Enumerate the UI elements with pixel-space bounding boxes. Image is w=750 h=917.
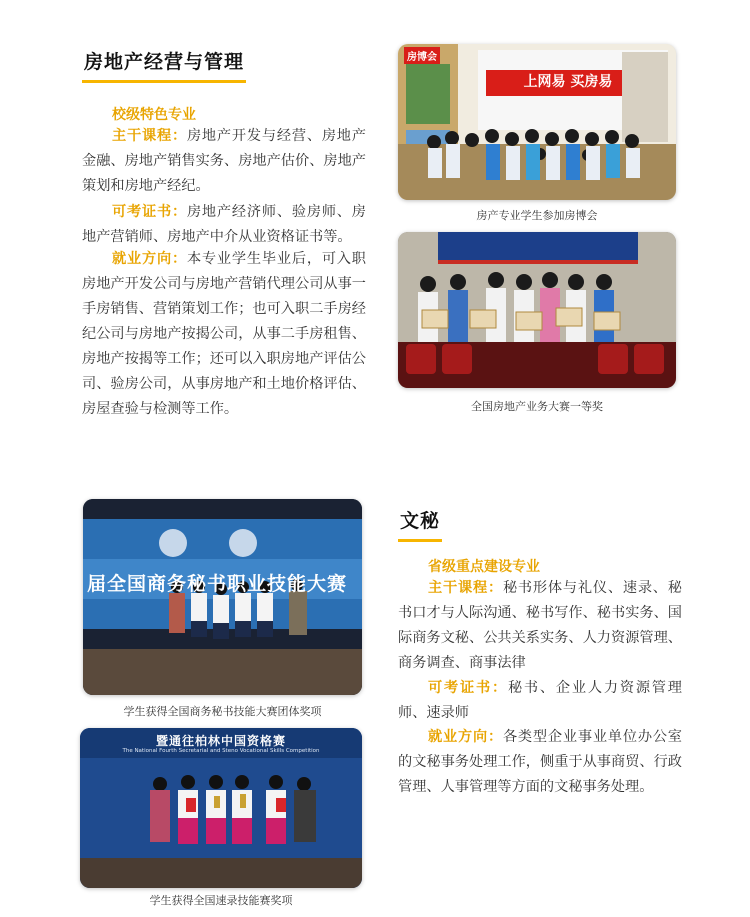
secretary-career-label: 就业方向： (428, 729, 503, 745)
section-title-real-estate: 房地产经营与管理 (82, 47, 246, 83)
secretary-career-text: 各类型企业事业单位办公室的文秘事务处理工作，侧重于从事商贸、行政管理、人事管理等方面的文秘事务处理。 (398, 729, 682, 795)
section2-tag: 省级重点建设专业 (428, 559, 540, 575)
main-courses-text: 房地产开发与经营、房地产金融、房地产销售实务、房地产估价、房地产策划和房地产经纪。 (82, 128, 366, 194)
certificates-paragraph (82, 200, 366, 250)
secretary-certificates-text: 秘书、企业人力资源管理师、速录师 (398, 680, 682, 721)
secretary-courses-text: 秘书形体与礼仪、速录、秘书口才与人际沟通、秘书写作、秘书实务、国际商务文秘、公共关系实务、人力资源管理、商务调查、商事法律 (398, 580, 682, 671)
secretary-team-award-caption: 学生获得全国商务秘书技能大赛团体奖项 (123, 705, 322, 718)
shorthand-award-photo (80, 728, 362, 888)
section-title-secretary: 文秘 (398, 506, 442, 542)
main-courses-paragraph (82, 124, 366, 199)
fair-banner-text: 上网易 买房易 (523, 74, 613, 90)
certificates-label: 可考证书： (112, 204, 187, 220)
main-courses-label: 主干课程： (112, 128, 187, 144)
shorthand-banner-en: The National Fourth Secretarial and Steno Vocational Skills Competition (122, 748, 320, 754)
shorthand-banner-text: 暨通往柏林中国资格赛 (155, 734, 286, 748)
real-estate-award-photo (398, 232, 676, 388)
real-estate-award-caption: 全国房地产业务大赛一等奖 (471, 400, 603, 413)
secretary-certificates-paragraph (398, 676, 682, 726)
secretary-banner-text: 届全国商务秘书职业技能大赛 (87, 573, 348, 595)
secretary-courses-paragraph (398, 576, 682, 676)
real-estate-fair-photo (398, 44, 676, 200)
real-estate-fair-caption: 房产专业学生参加房博会 (476, 209, 598, 222)
fair-sign-text: 房博会 (404, 47, 440, 64)
secretary-certificates-label: 可考证书： (428, 680, 508, 696)
certificates-text: 房地产经济师、验房师、房地产营销师、房地产中介从业资格证书等。 (82, 204, 366, 245)
secretary-courses-label: 主干课程： (428, 580, 503, 596)
career-label: 就业方向： (112, 251, 187, 267)
shorthand-award-caption: 学生获得全国速录技能赛奖项 (149, 894, 293, 907)
secretary-team-award-photo (83, 499, 362, 695)
career-text: 本专业学生毕业后，可入职房地产开发公司与房地产营销代理公司从事一手房销售、营销策划工作；也可入职二手房经纪公司与房地产按揭公司，从事二手房租售、房地产按揭等工作；还可以入职房地产评估公司、验房公司，从事房地产和土地价格评估、房屋查验与检测等工作。 (82, 251, 366, 417)
section-tag: 校级特色专业 (112, 107, 196, 123)
secretary-career-paragraph (398, 725, 682, 800)
career-paragraph (82, 247, 366, 422)
